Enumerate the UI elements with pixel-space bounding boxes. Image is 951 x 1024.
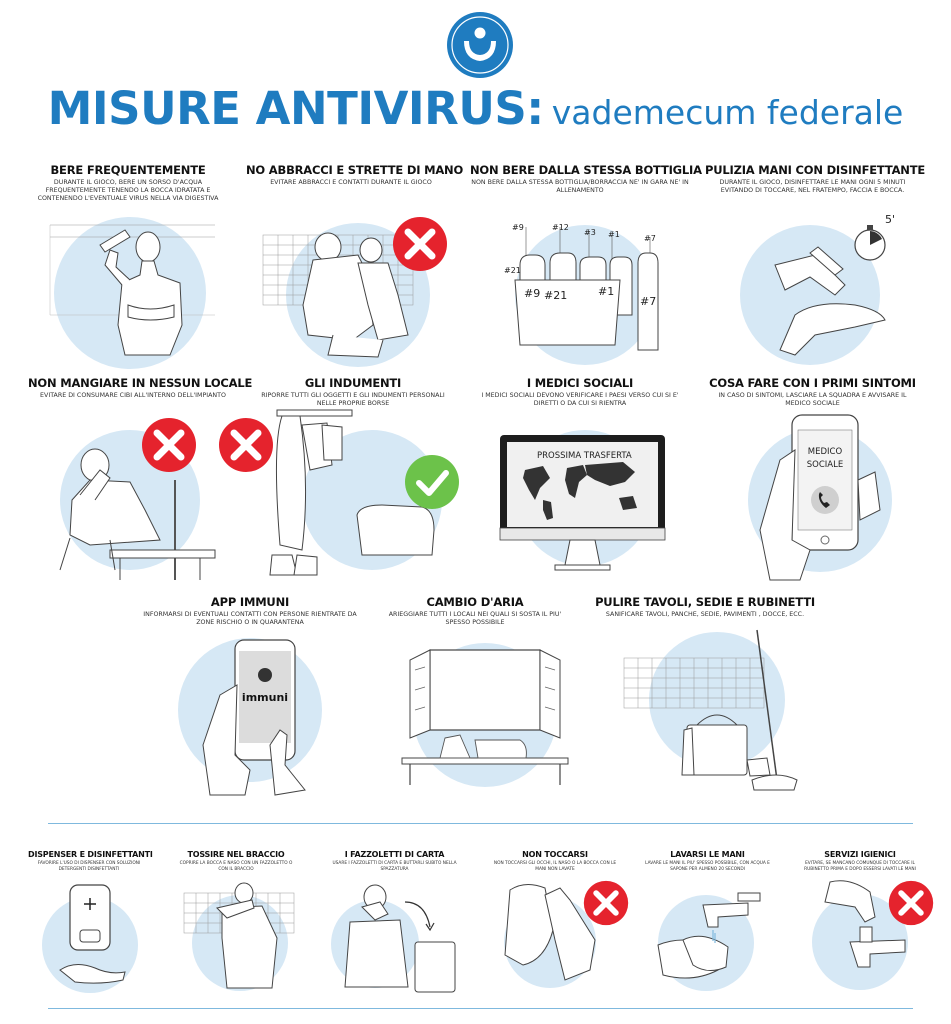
bottle-label: #1 (608, 230, 620, 239)
phone-doctor-illustration (740, 410, 920, 585)
drinking-athlete-illustration (50, 205, 220, 365)
tip-text: EVITARE, SE MANCANO COMUNQUE DI TOCCARE IL RUBINETTO PRIMA E DOPO ESSERSI LAVATI LE MANI (804, 861, 916, 872)
tip-tissues (322, 850, 467, 872)
tip-hand-sanitizer (705, 163, 925, 195)
tip-restrooms (795, 850, 925, 872)
tip-immuni-app (140, 595, 360, 627)
tip-no-hugs (246, 163, 464, 187)
tip-title: PULIRE TAVOLI, SEDIE E RUBINETTI (595, 595, 815, 609)
tissue-illustration (330, 872, 460, 997)
immuni-phone-illustration (175, 635, 335, 800)
tip-team-doctors (470, 376, 690, 408)
tip-title: DISPENSER E DISINFETTANTI (28, 850, 153, 859)
bottle-label: #21 (504, 266, 521, 275)
tip-text: EVITARE ABBRACCI E CONTATTI DURANTE IL GIOCO (270, 179, 432, 186)
title-light: vademecum federale (551, 93, 904, 132)
bottle-label: #7 (644, 234, 656, 243)
tip-no-eating (28, 376, 253, 400)
computer-map-illustration (495, 420, 675, 580)
cleaning-illustration (622, 630, 817, 810)
tip-wash-hands (640, 850, 775, 872)
tip-title: SERVIZI IGIENICI (824, 850, 896, 859)
tip-text: NON BERE DALLA STESSA BOTTIGLIA/BORRACCIA NE' IN GARA NE' IN ALLENAMENTO (471, 179, 689, 194)
divider-line (48, 823, 913, 824)
bottle-label: #7 (640, 295, 657, 308)
tip-dispenser (28, 850, 153, 872)
tip-text: DURANTE IL GIOCO, BERE UN SORSO D'ACQUA FREQUENTEMENTE TENENDO LA BOCCA IDRATATA E CONTENENDO L'EVENTUALE VIRUS NELLA VIA DIGESTIVA (37, 179, 219, 202)
tip-no-shared-bottle (470, 163, 702, 195)
sanitizer-hands-illustration (735, 205, 915, 365)
tip-text: USARE I FAZZOLETTI DI CARTA E BUTTARLI SUBITO NELLA SPAZZATURA (332, 861, 457, 872)
tip-title: LAVARSI LE MANI (670, 850, 745, 859)
tip-text: SANIFICARE TAVOLI, PANCHE, SEDIE, PAVIMENTI , DOCCE, ECC. (605, 611, 805, 618)
tip-title: APP IMMUNI (210, 595, 290, 609)
deny-icon (218, 417, 274, 473)
tip-title: NON MANGIARE IN NESSUN LOCALE (28, 376, 253, 390)
deny-icon (583, 880, 629, 926)
phone-text-2: SOCIALE (806, 460, 844, 470)
tip-text: NON TOCCARSI GLI OCCHI, IL NASO O LA BOCCA CON LE MANI NON LAVATE (493, 861, 617, 872)
timer-label: 5' (885, 213, 896, 226)
dispenser-illustration (35, 880, 145, 995)
tip-no-touching (490, 850, 620, 872)
tip-text: EVITARE DI CONSUMARE CIBI ALL'INTERNO DELL'IMPIANTO (40, 392, 226, 399)
tip-clean-surfaces (590, 595, 820, 619)
tip-first-symptoms (705, 376, 920, 408)
tip-title: NON BERE DALLA STESSA BOTTIGLIA (470, 163, 702, 177)
tip-title: NON TOCCARSI (522, 850, 588, 859)
tip-text: FAVORIRE L'USO DI DISPENSER CON SOLUZIONI DETERGENTI DISINFETTANTI (37, 861, 141, 872)
bottle-label: #3 (584, 228, 596, 237)
tip-text: COPRIRE LA BOCCA E NASO CON UN FAZZOLETTO O CON IL BRACCIO (179, 861, 293, 872)
open-window-illustration (400, 640, 570, 800)
bottle-label: #1 (598, 285, 615, 298)
tip-clothes (258, 376, 448, 408)
tip-text: INFORMARSI DI EVENTUALI CONTATTI CON PERSONE RIENTRATE DA ZONE RISCHIO O IN QUARANTENA (143, 611, 357, 626)
tip-title: I FAZZOLETTI DI CARTA (344, 850, 445, 859)
tip-air-change (380, 595, 570, 627)
bottles-illustration (490, 205, 670, 365)
bottle-label: #9 (524, 287, 541, 300)
washing-hands-illustration (648, 875, 773, 995)
federation-logo-icon (447, 12, 513, 78)
tip-title: CAMBIO D'ARIA (426, 595, 524, 609)
tip-title: NO ABBRACCI E STRETTE DI MANO (246, 163, 464, 177)
allow-icon (404, 454, 460, 510)
screen-text: PROSSIMA TRASFERTA (537, 451, 632, 461)
tip-text: IN CASO DI SINTOMI, LASCIARE LA SQUADRA E AVVISARE IL MEDICO SOCIALE (718, 392, 907, 407)
tip-title: PULIZIA MANI CON DISINFETTANTE (705, 163, 925, 177)
tip-text: RIPORRE TUTTI GLI OGGETTI E GLI INDUMENTI PERSONALI NELLE PROPRIE BORSE (261, 392, 445, 407)
bottle-label: #9 (512, 223, 524, 232)
tip-cough-arm (175, 850, 297, 872)
tip-text: LAVARE LE MANI IL PIU' SPESSO POSSIBILE, CON ACQUA E SAPONE PER ALMENO 20 SECONDI (645, 861, 770, 872)
page-title (0, 82, 951, 135)
tip-text: ARIEGGIARE TUTTI I LOCALI NEI QUALI SI SOSTA IL PIU' SPESSO POSSIBILE (388, 611, 562, 626)
bottle-label: #21 (544, 289, 568, 302)
tip-title: COSA FARE CON I PRIMI SINTOMI (709, 376, 916, 390)
tip-text: DURANTE IL GIOCO, DISINFETTARE LE MANI OGNI 5 MINUTI EVITANDO DI TOCCARE, NEL FRATEMPO, FACCIA E BOCCA. (719, 179, 906, 194)
deny-icon (141, 417, 197, 473)
title-bold: MISURE ANTIVIRUS: (47, 82, 544, 135)
phone-text-1: MEDICO (807, 447, 843, 457)
divider-line (48, 1008, 913, 1009)
coughing-man-illustration (182, 878, 297, 993)
deny-icon (392, 216, 448, 272)
tip-title: I MEDICI SOCIALI (526, 376, 634, 390)
tip-drink-frequently (28, 163, 228, 203)
bottle-label: #12 (552, 223, 569, 232)
deny-icon (888, 880, 934, 926)
tip-title: GLI INDUMENTI (304, 376, 402, 390)
tip-title: TOSSIRE NEL BRACCIO (187, 850, 285, 859)
app-name: immuni (241, 691, 289, 704)
tip-text: I MEDICI SOCIALI DEVONO VERIFICARE I PAESI VERSO CUI SI E' DIRETTI O DA CUI SI RIENTRA (481, 392, 679, 407)
tip-title: BERE FREQUENTEMENTE (50, 163, 206, 177)
